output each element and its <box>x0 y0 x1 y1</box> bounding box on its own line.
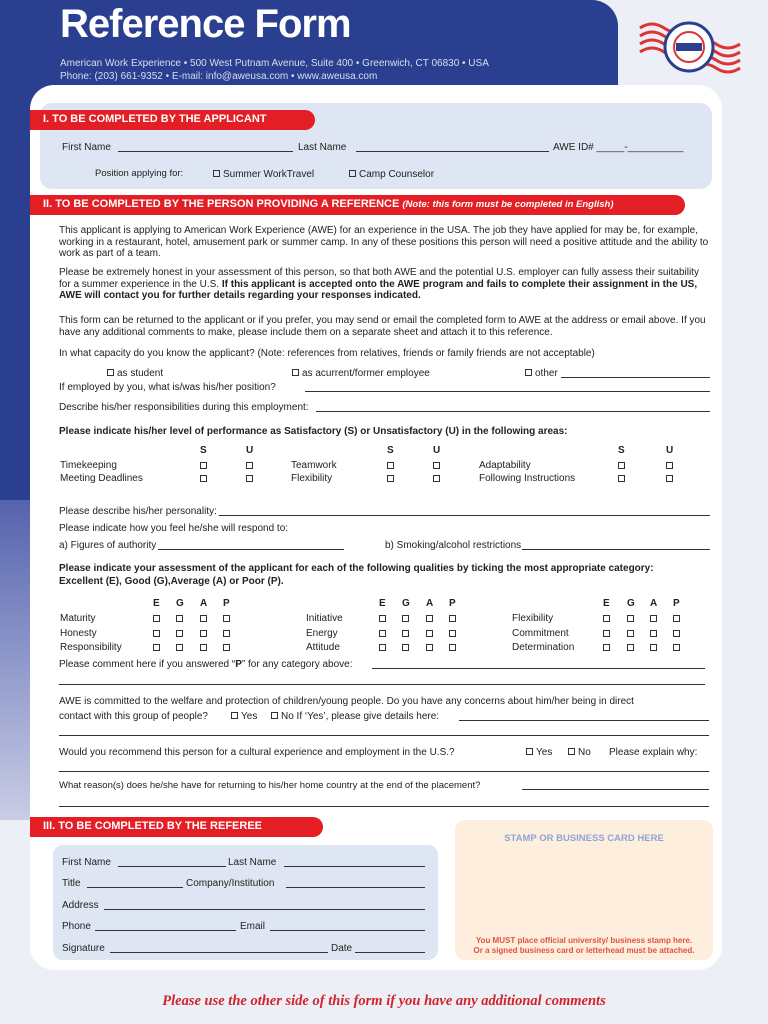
checkbox[interactable] <box>176 615 183 622</box>
su-u-header: U <box>246 445 254 456</box>
stamp-note <box>455 936 713 956</box>
respond-authority-field[interactable] <box>158 549 344 550</box>
referee-date-label: Date <box>331 943 353 954</box>
egap-item: Initiative <box>306 613 343 624</box>
checkbox[interactable] <box>666 475 673 482</box>
egap-g-header: G <box>402 598 410 609</box>
checkbox[interactable] <box>349 170 356 177</box>
egap-checkbox[interactable] <box>200 643 210 655</box>
comment-p-question <box>59 659 353 671</box>
egap-checkbox[interactable] <box>449 629 459 641</box>
su-u-header: U <box>433 445 441 456</box>
checkbox[interactable] <box>603 630 610 637</box>
no-if-label: No If ‘Yes’, please give details here: <box>281 711 440 722</box>
responsibilities-question: Describe his/her responsibilities during this employment: <box>59 402 309 413</box>
egap-checkbox[interactable] <box>673 643 683 655</box>
egap-item: Flexibility <box>512 613 554 624</box>
checkbox[interactable] <box>433 475 440 482</box>
egap-p-header: P <box>449 598 456 609</box>
egap-checkbox[interactable] <box>223 614 233 626</box>
applicant-first-name-label: First Name <box>62 142 111 153</box>
checkbox[interactable] <box>426 630 433 637</box>
checkbox[interactable] <box>627 630 634 637</box>
referee-company-field[interactable] <box>286 887 425 888</box>
su-item: Following Instructions <box>479 473 576 484</box>
checkbox[interactable] <box>618 462 625 469</box>
egap-item: Energy <box>306 628 338 639</box>
egap-a-header: A <box>426 598 434 609</box>
checkbox[interactable] <box>666 462 673 469</box>
address-line: American Work Experience • 500 West Putnam Avenue, Suite 400 • Greenwich, CT 06830 • USA <box>60 58 489 69</box>
egap-checkbox[interactable] <box>379 614 389 626</box>
checkbox[interactable] <box>200 462 207 469</box>
su-checkboxes[interactable] <box>200 461 210 473</box>
egap-e-header: E <box>379 598 386 609</box>
recommend-question: Would you recommend this person for a cultural experience and employment in the U.S.? <box>59 747 455 758</box>
checkbox[interactable] <box>618 475 625 482</box>
no-label: No <box>578 747 591 758</box>
checkbox[interactable] <box>107 369 114 376</box>
header-address <box>60 57 489 83</box>
egap-checkbox[interactable] <box>650 643 660 655</box>
checkbox[interactable] <box>292 369 299 376</box>
cap-other-field[interactable] <box>561 377 710 378</box>
egap-checkbox[interactable] <box>176 629 186 641</box>
awe-commit-text: AWE is committed to the welfare and protection of children/young people. Do you have any concerns about him/her being in direct <box>59 696 634 707</box>
checkbox[interactable] <box>379 644 386 651</box>
applicant-last-name-label: Last Name <box>298 142 347 153</box>
cap-other-label: other <box>535 368 558 379</box>
checkbox[interactable] <box>449 644 456 651</box>
stamp-area[interactable] <box>455 820 713 960</box>
egap-heading-2: Excellent (E), Good (G),Average (A) or Poor (P). <box>59 576 284 587</box>
su-s-header: S <box>200 445 207 456</box>
egap-checkbox[interactable] <box>176 614 186 626</box>
su-s-header: S <box>387 445 394 456</box>
referee-phone-label: Phone <box>62 921 91 932</box>
contact-question: contact with this group of people? <box>59 711 208 722</box>
egap-checkbox[interactable] <box>673 614 683 626</box>
egap-checkbox[interactable] <box>627 629 637 641</box>
checkbox[interactable] <box>153 615 160 622</box>
referee-last-name-label: Last Name <box>228 857 277 868</box>
opt-summer-work-travel[interactable] <box>213 169 314 181</box>
explain-label: Please explain why: <box>609 747 698 758</box>
checkbox[interactable] <box>650 644 657 651</box>
contact-no[interactable] <box>271 711 439 723</box>
egap-a-header: A <box>200 598 208 609</box>
checkbox[interactable] <box>200 615 207 622</box>
section3-label: III. TO BE COMPLETED BY THE REFEREE <box>30 817 323 837</box>
referee-date-field[interactable] <box>355 952 425 953</box>
checkbox[interactable] <box>426 644 433 651</box>
checkbox[interactable] <box>627 615 634 622</box>
su-s-header: S <box>618 445 625 456</box>
checkbox[interactable] <box>650 615 657 622</box>
checkbox[interactable] <box>176 644 183 651</box>
applicant-first-name-field[interactable] <box>118 151 293 152</box>
egap-checkbox[interactable] <box>603 614 613 626</box>
respond-smoking-label: b) Smoking/alcohol restrictions <box>385 540 522 551</box>
cap-student[interactable] <box>107 368 163 380</box>
egap-item: Responsibility <box>60 642 122 653</box>
checkbox[interactable] <box>271 712 278 719</box>
checkbox[interactable] <box>153 644 160 651</box>
checkbox[interactable] <box>673 630 680 637</box>
egap-checkbox[interactable] <box>402 643 412 655</box>
comment-p-text: ” for any category above: <box>241 659 353 670</box>
referee-company-label: Company/Institution <box>186 878 275 889</box>
su-item: Timekeeping <box>60 460 117 471</box>
egap-checkbox[interactable] <box>650 629 660 641</box>
personality-field[interactable] <box>219 515 710 516</box>
para2-bold: If this applicant is accepted onto the AWE program and fails to complete their assignment in the US, AWE will contact you for further details regarding your responses indicated. <box>59 278 698 301</box>
recommend-yes[interactable] <box>526 747 552 759</box>
stamp-note-1: You MUST place official university/ business stamp here. <box>475 936 693 945</box>
egap-checkbox[interactable] <box>426 643 436 655</box>
referee-address-label: Address <box>62 900 99 911</box>
cap-other[interactable] <box>525 368 558 380</box>
checkbox[interactable] <box>650 630 657 637</box>
su-item: Meeting Deadlines <box>60 473 143 484</box>
checkbox[interactable] <box>568 748 575 755</box>
egap-checkbox[interactable] <box>627 643 637 655</box>
checkbox[interactable] <box>603 644 610 651</box>
checkbox[interactable] <box>223 630 230 637</box>
checkbox[interactable] <box>379 615 386 622</box>
contact-details-field-2[interactable] <box>59 735 709 736</box>
reasons-field[interactable] <box>522 789 709 790</box>
checkbox[interactable] <box>246 475 253 482</box>
recommend-no[interactable] <box>568 747 591 759</box>
comment-p-field-2[interactable] <box>59 684 705 685</box>
applicant-last-name-field[interactable] <box>356 151 549 152</box>
section2-label <box>30 195 685 215</box>
checkbox[interactable] <box>402 644 409 651</box>
reasons-field-2[interactable] <box>59 806 709 807</box>
checkbox[interactable] <box>153 630 160 637</box>
su-item: Adaptability <box>479 460 531 471</box>
checkbox[interactable] <box>200 630 207 637</box>
egap-g-header: G <box>176 598 184 609</box>
egap-checkbox[interactable] <box>603 643 613 655</box>
checkbox[interactable] <box>200 644 207 651</box>
checkbox[interactable] <box>433 462 440 469</box>
yes-label: Yes <box>536 747 553 758</box>
egap-item: Maturity <box>60 613 96 624</box>
flag-seal-icon <box>636 14 742 80</box>
checkbox[interactable] <box>603 615 610 622</box>
egap-checkbox[interactable] <box>426 629 436 641</box>
egap-p-header: P <box>223 598 230 609</box>
yes-label: Yes <box>241 711 258 722</box>
egap-checkbox[interactable] <box>402 614 412 626</box>
comment-p-text: Please comment here if you answered “ <box>59 659 236 670</box>
contact-details-field[interactable] <box>459 720 709 721</box>
stamp-title: STAMP OR BUSINESS CARD HERE <box>504 833 664 844</box>
egap-p-header: P <box>673 598 680 609</box>
egap-e-header: E <box>603 598 610 609</box>
checkbox[interactable] <box>673 644 680 651</box>
egap-item: Commitment <box>512 628 569 639</box>
section2-note: (Note: this form must be completed in English) <box>402 199 614 210</box>
su-item: Teamwork <box>291 460 337 471</box>
referee-first-name-field[interactable] <box>118 866 226 867</box>
responsibilities-field[interactable] <box>316 411 710 412</box>
referee-phone-field[interactable] <box>95 930 236 931</box>
referee-last-name-field[interactable] <box>284 866 425 867</box>
cap-employee-label: as acurrent/former employee <box>302 368 430 379</box>
egap-checkbox[interactable] <box>402 629 412 641</box>
checkbox[interactable] <box>213 170 220 177</box>
section1-label: I. TO BE COMPLETED BY THE APPLICANT <box>30 110 315 130</box>
egap-checkbox[interactable] <box>673 629 683 641</box>
position-label: Position applying for: <box>95 168 184 179</box>
para2-normal: Please be extremely honest in your assessment of this person, so that both AWE and the potential U.S. employer can fully assess their suitability for a summer experience in the U.S. <box>59 267 699 290</box>
intro-paragraph-3: This form can be returned to the applicant or if you prefer, you may send or email the completed form to AWE at the address or email above. If you have any additional comments to make, please include them on a separate sheet and attach it to this reference. <box>59 315 706 338</box>
egap-checkbox[interactable] <box>379 629 389 641</box>
egap-checkbox[interactable] <box>223 629 233 641</box>
su-u-header: U <box>666 445 674 456</box>
checkbox[interactable] <box>200 475 207 482</box>
egap-checkbox[interactable] <box>449 614 459 626</box>
egap-checkbox[interactable] <box>200 614 210 626</box>
checkbox[interactable] <box>627 644 634 651</box>
egap-checkbox[interactable] <box>153 614 163 626</box>
stamp-note-2: Or a signed business card or letterhead must be attached. <box>473 946 695 955</box>
su-item: Flexibility <box>291 473 333 484</box>
checkbox[interactable] <box>449 615 456 622</box>
egap-checkbox[interactable] <box>627 614 637 626</box>
referee-address-field[interactable] <box>104 909 425 910</box>
recommend-explain-field[interactable] <box>59 771 709 772</box>
egap-item: Honesty <box>60 628 97 639</box>
referee-signature-label: Signature <box>62 943 105 954</box>
referee-title-label: Title <box>62 878 81 889</box>
intro-paragraph-2 <box>59 267 711 302</box>
form-title: Reference Form <box>60 2 351 46</box>
egap-item: Determination <box>512 642 575 653</box>
cap-employee[interactable] <box>292 368 430 380</box>
referee-title-field[interactable] <box>87 887 183 888</box>
section2-title: II. TO BE COMPLETED BY THE PERSON PROVIDING A REFERENCE <box>43 198 400 210</box>
referee-signature-field[interactable] <box>110 952 328 953</box>
checkbox[interactable] <box>176 630 183 637</box>
egap-checkbox[interactable] <box>379 643 389 655</box>
opt-swt-label: Summer WorkTravel <box>223 169 315 180</box>
referee-email-field[interactable] <box>270 930 425 931</box>
checkbox[interactable] <box>223 615 230 622</box>
capacity-question: In what capacity do you know the applicant? (Note: references from relatives, friends or family friends are not acceptable) <box>59 348 595 359</box>
egap-checkbox[interactable] <box>426 614 436 626</box>
egap-checkbox[interactable] <box>650 614 660 626</box>
egap-a-header: A <box>650 598 658 609</box>
egap-checkbox[interactable] <box>223 643 233 655</box>
checkbox[interactable] <box>379 630 386 637</box>
checkbox[interactable] <box>231 712 238 719</box>
personality-question: Please describe his/her personality: <box>59 506 217 517</box>
intro-paragraph-1: This applicant is applying to American Work Experience (AWE) for an experience in the USA. The job they have applied for may be, for example, working in a restaurant, hotel, amusement park or summer camp. In any of these positions this person will need a positive attitude and the ability to work as part of a team. <box>59 225 709 259</box>
checkbox[interactable] <box>526 748 533 755</box>
egap-item: Attitude <box>306 642 340 653</box>
reasons-question: What reason(s) does he/she have for returning to his/her home country at the end of the placement? <box>59 780 481 791</box>
respond-smoking-field[interactable] <box>522 549 710 550</box>
checkbox[interactable] <box>387 475 394 482</box>
opt-camp-label: Camp Counselor <box>359 169 435 180</box>
employed-question: If employed by you, what is/was his/her position? <box>59 382 276 393</box>
checkbox[interactable] <box>246 462 253 469</box>
opt-camp-counselor[interactable] <box>349 169 434 181</box>
awe-id-field[interactable]: AWE ID# _____-__________ <box>553 142 684 153</box>
checkbox[interactable] <box>387 462 394 469</box>
respond-question: Please indicate how you feel he/she will respond to: <box>59 523 289 534</box>
referee-first-name-label: First Name <box>62 857 111 868</box>
comment-p-letter: P <box>235 659 242 670</box>
egap-heading-1: Please indicate your assessment of the applicant for each of the following qualities by ticking the most appropriate category: <box>59 563 654 574</box>
comment-p-field[interactable] <box>372 668 705 669</box>
checkbox[interactable] <box>426 615 433 622</box>
su-heading: Please indicate his/her level of performance as Satisfactory (S) or Unsatisfactory (U) in the following areas: <box>59 426 568 437</box>
checkbox[interactable] <box>525 369 532 376</box>
egap-checkbox[interactable] <box>200 629 210 641</box>
checkbox[interactable] <box>673 615 680 622</box>
egap-checkbox[interactable] <box>176 643 186 655</box>
egap-g-header: G <box>627 598 635 609</box>
checkbox[interactable] <box>402 630 409 637</box>
contact-line: Phone: (203) 661-9352 • E-mail: info@aweusa.com • www.aweusa.com <box>60 71 378 82</box>
footer-note: Please use the other side of this form if you have any additional comments <box>162 993 606 1009</box>
egap-checkbox[interactable] <box>153 643 163 655</box>
contact-yes[interactable] <box>231 711 257 723</box>
checkbox[interactable] <box>402 615 409 622</box>
egap-checkbox[interactable] <box>603 629 613 641</box>
checkbox[interactable] <box>223 644 230 651</box>
cap-student-label: as student <box>117 368 164 379</box>
checkbox[interactable] <box>449 630 456 637</box>
employed-field[interactable] <box>305 391 710 392</box>
referee-email-label: Email <box>240 921 266 932</box>
egap-e-header: E <box>153 598 160 609</box>
egap-checkbox[interactable] <box>449 643 459 655</box>
respond-authority-label: a) Figures of authority <box>59 540 157 551</box>
egap-checkbox[interactable] <box>153 629 163 641</box>
